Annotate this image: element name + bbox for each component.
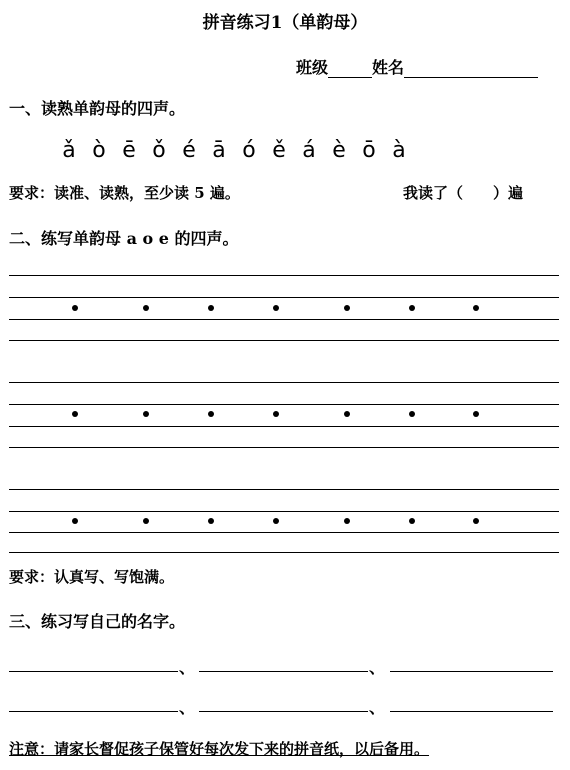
name-blank [404,61,538,78]
section-3-heading: 三、练习写自己的名字。 [9,612,186,631]
guide-dot [473,305,479,311]
tone-char: ò [92,138,106,163]
writing-line [9,382,559,383]
read-count: 我读了（ ）遍 [403,184,524,202]
guide-dot [409,518,415,524]
guide-dot [273,305,279,311]
writing-line [9,297,559,298]
name-blank-line [390,711,553,712]
tone-char: ó [242,138,256,163]
writing-line [9,511,559,512]
class-blank [328,61,372,78]
guide-dot [344,518,350,524]
guide-dot [473,518,479,524]
class-label: 班级 [296,58,329,77]
guide-dot [208,411,214,417]
tone-char: ā [212,138,226,163]
writing-line [9,340,559,341]
name-blank-line [9,671,178,672]
writing-line [9,319,559,320]
writing-line [9,532,559,533]
page-title: 拼音练习1（单韵母） [202,13,368,33]
name-blank-line [199,671,368,672]
writing-line [9,426,559,427]
writing-line [9,552,559,553]
tone-char: ě [272,138,286,163]
name-separator: 、 [179,698,196,717]
section-2-heading: 二、练写单韵母 a o e 的四声。 [9,229,239,248]
guide-dot [273,411,279,417]
tone-char: ǎ [62,138,76,163]
guide-dot [72,518,78,524]
read-requirement: 要求：读准、读熟，至少读 5 遍。 [9,184,240,202]
tone-char: ē [122,138,136,163]
name-blank-line [9,711,178,712]
guide-dot [208,305,214,311]
tone-char: è [332,138,346,163]
name-label: 姓名 [372,58,405,77]
guide-dot [409,411,415,417]
guide-dot [72,305,78,311]
tone-char: ǒ [152,138,166,163]
tone-char: á [302,138,316,163]
writing-line [9,404,559,405]
guide-dot [143,305,149,311]
guide-dot [143,518,149,524]
guide-dot [273,518,279,524]
guide-dot [344,411,350,417]
writing-line [9,447,559,448]
writing-line [9,489,559,490]
write-requirement: 要求：认真写、写饱满。 [9,568,175,586]
guide-dot [473,411,479,417]
writing-line [9,275,559,276]
guide-dot [409,305,415,311]
name-separator: 、 [369,698,386,717]
class-name-line [296,55,538,78]
guide-dot [72,411,78,417]
parent-note: 注意：请家长督促孩子保管好每次发下来的拼音纸，以后备用。 [9,740,430,758]
tone-char: ō [362,138,376,163]
guide-dot [208,518,214,524]
name-separator: 、 [369,658,386,677]
name-blank-line [390,671,553,672]
guide-dot [344,305,350,311]
tone-row [54,138,414,163]
section-1-heading: 一、读熟单韵母的四声。 [9,99,186,118]
tone-char: é [182,138,196,163]
guide-dot [143,411,149,417]
tone-char: à [392,138,406,163]
name-separator: 、 [179,658,196,677]
name-blank-line [199,711,368,712]
